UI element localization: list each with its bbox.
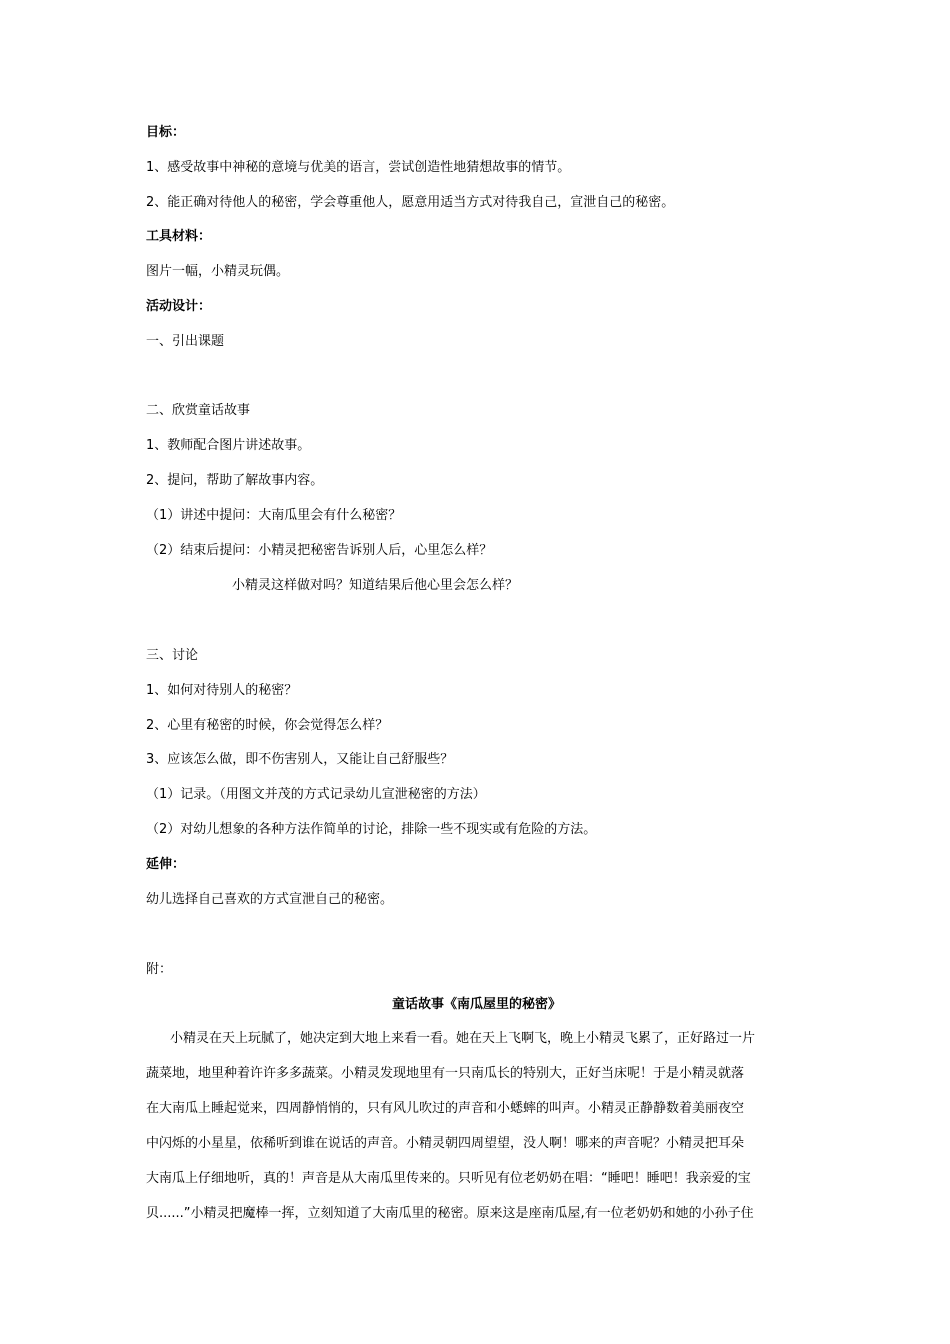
extension-heading: 延伸：: [146, 857, 186, 872]
appendix-label: 附：: [146, 962, 173, 977]
materials-text: 图片一幅，小精灵玩偶。: [146, 264, 290, 279]
story-line: 蔬菜地，地里种着许许多多蔬菜。小精灵发现地里有一只南瓜长的特别大，正好当床呢！于是小精灵就落: [146, 1066, 745, 1081]
step-2-item: 1、教师配合图片讲述故事。: [146, 438, 311, 453]
story-line: 小精灵在天上玩腻了，她决定到大地上来看一看。她在天上飞啊飞，晚上小精灵飞累了，正好路过一片: [170, 1031, 756, 1046]
step-3-item: 3、应该怎么做，即不伤害别人，又能让自己舒服些？: [146, 752, 454, 767]
story-line: 大南瓜上仔细地听，真的！声音是从大南瓜里传来的。只听见有位老奶奶在唱：“睡吧！睡吧！我亲爱的宝: [146, 1171, 751, 1186]
materials-heading: 工具材料：: [146, 229, 212, 244]
step-1-heading: 一、引出课题: [146, 334, 225, 349]
story-line: 在大南瓜上睡起觉来，四周静悄悄的，只有风儿吹过的声音和小蟋蟀的叫声。小精灵正静静数着美丽夜空: [146, 1101, 745, 1116]
step-3-heading: 三、讨论: [146, 648, 199, 663]
design-heading: 活动设计：: [146, 299, 212, 314]
story-line: 中闪烁的小星星，依稀听到谁在说话的声音。小精灵朝四周望望，没人啊！哪来的声音呢？小精灵把耳朵: [146, 1136, 745, 1151]
story-line: 贝......”小精灵把魔棒一挥，立刻知道了大南瓜里的秘密。原来这是座南瓜屋,有一位老奶奶和她的小孙子住: [146, 1206, 754, 1221]
step-2-heading: 二、欣赏童话故事: [146, 403, 251, 418]
step-2-item: 小精灵这样做对吗？知道结果后他心里会怎么样？: [232, 578, 519, 593]
step-2-item: 2、提问，帮助了解故事内容。: [146, 473, 324, 488]
step-3-item: （1）记录。（用图文并茂的方式记录幼儿宣泄秘密的方法）: [146, 787, 486, 802]
step-2-item: （2）结束后提问：小精灵把秘密告诉别人后，心里怎么样？: [146, 543, 493, 558]
step-2-item: （1）讲述中提问：大南瓜里会有什么秘密？: [146, 508, 402, 523]
goal-item-2: 2、能正确对待他人的秘密，学会尊重他人，愿意用适当方式对待我自己，宣泄自己的秘密。: [146, 195, 675, 210]
goal-heading: 目标：: [146, 125, 186, 140]
step-3-item: 2、心里有秘密的时候，你会觉得怎么样？: [146, 718, 389, 733]
step-3-item: 1、如何对待别人的秘密？: [146, 683, 298, 698]
story-title: 童话故事《南瓜屋里的秘密》: [391, 997, 561, 1012]
goal-item-1: 1、感受故事中神秘的意境与优美的语言，尝试创造性地猜想故事的情节。: [146, 160, 571, 175]
step-3-item: （2）对幼儿想象的各种方法作简单的讨论，排除一些不现实或有危险的方法。: [146, 822, 597, 837]
extension-text: 幼儿选择自己喜欢的方式宣泄自己的秘密。: [146, 892, 394, 907]
